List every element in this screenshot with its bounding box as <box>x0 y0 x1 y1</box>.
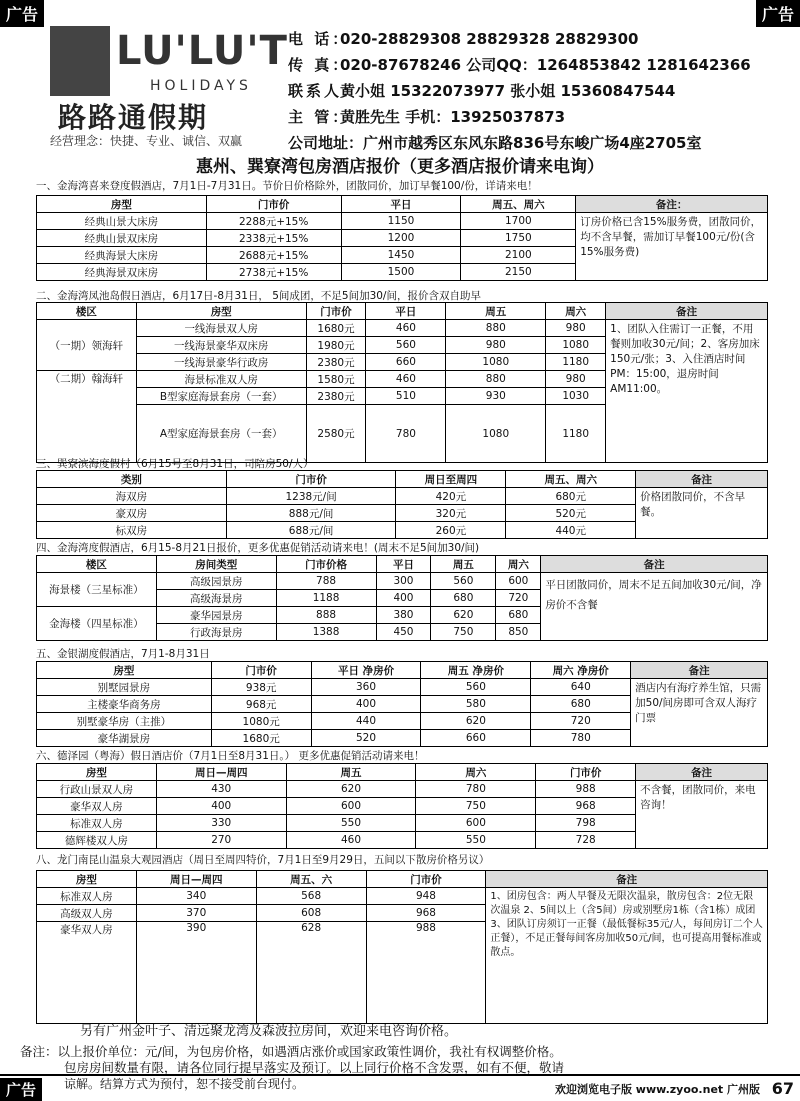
section-5-heading: 五、金银湖度假酒店，7月1-8月31日 <box>36 648 210 660</box>
footer-line-3: 包房房间数量有限，请各位同行提早落实及预订。以上同行价格不含发票，如有不便，敬请 <box>64 1060 565 1075</box>
table-row: 行政海景房 1388 450 750 850 <box>37 624 768 641</box>
table-row: B型家庭海景套房（一套） 2380元 510 930 1030 <box>37 388 768 405</box>
table-row: A型家庭海景套房（一套） 2580元 780 1080 1180 <box>37 405 768 463</box>
section-8-heading: 八、龙门南昆山温泉大观园酒店（周日至周四特价，7月1日至9月29日，五间以下散房价格另议） <box>36 854 490 866</box>
table-row: （一期）领海轩 一线海景双人房 1680元 460 880 980 1、团队入住需订一正餐，不用餐则加收30元/间；2、客房加床150元/张；3、入住酒店时间PM：15:00，退房时间AM11:00。 <box>37 320 768 337</box>
table-row: 豪华双人房 400 600 750 968 <box>37 798 768 815</box>
contact-block <box>288 26 751 156</box>
table-row: 经典海景大床房 2688元+15% 1450 2100 <box>37 247 768 264</box>
contact-manager: 主 管：黄胜先生 手机：13925037873 <box>288 108 566 126</box>
section-3-heading: 三、巽寮滨海度假村（6月15号至8月31日，司陪房50/人） <box>36 458 314 470</box>
section-1-heading: 一、金海湾喜来登度假酒店，7月1日-7月31日。节价日价格除外，团散同价，加订早餐100/份，详请来电！ <box>36 180 538 192</box>
section-6-table: 房型 周日—周四 周五 周六 门市价 备注 行政山景双人房 430 620 780 988 不含餐，团散同价，来电咨询！ 豪华双人房 400 600 750 968 标准双人房 330 550 600 798 德辉楼双人房 270 460 550 728 <box>36 763 768 849</box>
section-2-heading: 二、金海湾凤池岛假日酒店，6月17日-8月31日， 5间成团，不足5间加30/间，报价含双自助早 <box>36 290 481 302</box>
footer-line-4: 谅解。结算方式为预付，恕不接受前台现付。 <box>64 1077 305 1091</box>
table-row: 主楼豪华商务房 968元 400 580 680 <box>37 696 768 713</box>
section-8-table: 房型 周日—周四 周五、六 门市价 备注 标准双人房 340 568 948 1、团房包含：两人早餐及无限次温泉，散房包含：2位无限次温泉 2、5间以上（含5间）房或别墅房1栋（含1栋）成团 3、团队订房须订一正餐（最低餐标35元/人，每间房订二个人正餐），不足正餐每间客房加收50元/间，也可提高用餐标准或散点。 高级双人房 370 608 968 豪华双人房 390 628 988 <box>36 870 768 1024</box>
footer-line-1: 另有广州金叶子、清远聚龙湾及森波拉房间，欢迎来电咨询价格。 <box>80 1024 458 1039</box>
table-row: 经典山景双床房 2338元+15% 1200 1750 <box>37 230 768 247</box>
bottom-bar <box>0 1074 800 1098</box>
logo-sub: HOLIDAYS <box>150 78 252 94</box>
section-3-table: 类别 门市价 周日至周四 周五、周六 备注 海双房 1238元/间 420元 680元 价格团散同价，不含早餐。 豪双房 888元/间 320元 520元 标双房 688元/间 260元 440元 <box>36 470 768 539</box>
logo-name: LU'LU'T <box>116 28 288 74</box>
logo-cn: 路路通假期 <box>58 101 209 134</box>
table-row: （二期）翰海轩 海景标准双人房 1580元 460 880 980 <box>37 371 768 388</box>
table-row: 高级双人房 370 608 968 <box>37 905 768 922</box>
page-number: 67 <box>771 1079 794 1098</box>
table-row: 行政山景双人房 430 620 780 988 不含餐，团散同价，来电咨询！ <box>37 781 768 798</box>
table-row: 豪双房 888元/间 320元 520元 <box>37 505 768 522</box>
site-link[interactable]: 欢迎浏览电子版 www.zyoo.net 广州版 <box>554 1083 760 1096</box>
table-row: 一线海景豪华双床房 1980元 560 980 1080 <box>37 337 768 354</box>
section-1-table: 房型 门市价 平日 周五、周六 备注： 经典山景大床房 2288元+15% 1150 1700 订房价格已含15%服务费，团散同价，均不含早餐，需加订早餐100元/份(含15%服务费) 经典山景双床房 2338元+15% 1200 1750 经典海景大床房 2688元+15% 1450 2100 经典海景双床房 2738元+15% 1500 2150 <box>36 195 768 281</box>
section-5-table: 房型 门市价 平日 净房价 周五 净房价 周六 净房价 备注 别墅园景房 938元 360 560 640 酒店内有海疗养生馆，只需加50/间房即可含双人海疗门票 主楼豪华商务房 968元 400 580 680 别墅豪华房（主推） 1080元 440 620 720 豪华湖景房 1680元 520 660 780 <box>36 661 768 747</box>
table-row: 别墅豪华房（主推） 1080元 440 620 720 <box>37 713 768 730</box>
table-row: 一线海景豪华行政房 2380元 660 1080 1180 <box>37 354 768 371</box>
table-row: 海景楼（三星标准） 高级园景房 788 300 560 600 平日团散同价，周末不足五间加收30元/间，净房价不含餐 <box>37 573 768 590</box>
table-row: 标准双人房 340 568 948 1、团房包含：两人早餐及无限次温泉，散房包含：2位无限次温泉 2、5间以上（含5间）房或别墅房1栋（含1栋）成团 3、团队订房须订一正餐（最低餐标35元/人，每间房订二个人正餐），不足正餐每间客房加收50元/间，也可提高用餐标准或散点。 <box>37 888 768 905</box>
table-row: 金海楼（四星标准） 豪华园景房 888 380 620 680 <box>37 607 768 624</box>
contact-person: 联系人：黄小姐 15322073977 张小姐 15360847544 <box>288 82 676 100</box>
contact-fax: 传 真：020-87678246 公司QQ：1264853842 1281642366 <box>288 56 751 74</box>
contact-phone: 电 话：020-28829308 28829328 28829300 <box>288 30 639 48</box>
section-6-heading: 六、德泽园（粤海）假日酒店价（7月1日至8月31日。） 更多优惠促销活动请来电！ <box>36 750 425 762</box>
contact-address: 公司地址：广州市越秀区东风东路836号东峻广场4座2705室 <box>288 134 702 152</box>
section-4-heading: 四、金海湾度假酒店，6月15-8月21日报价，更多优惠促销活动请来电！(周末不足5间加30/间) <box>36 542 480 554</box>
footer-line-2: 备注：以上报价单位：元/间，为包房价格，如遇酒店涨价或国家政策性调价，我社有权调整价格。 <box>20 1044 562 1059</box>
table-row: 标双房 688元/间 260元 440元 <box>37 522 768 539</box>
ad-tag-left: 广告 <box>0 0 44 27</box>
company-logo <box>50 26 288 148</box>
section-2-table: 楼区 房型 门市价 平日 周五 周六 备注 （一期）领海轩 一线海景双人房 1680元 460 880 980 1、团队入住需订一正餐，不用餐则加收30元/间；2、客房加床150元/张；3、入住酒店时间PM：15:00，退房时间AM11:00。 一线海景豪华双床房 1980元 560 980 1080 一线海景豪华行政房 2380元 660 1080 1180 （二期）翰海轩 海景标准双人房 1580元 460 880 980 B型家庭海景套房（一套） 2380元 510 930 1030 A型家庭海景套房（一套） 2580元 780 1080 1180 <box>36 302 768 463</box>
ad-tag-bottom: 广告 <box>0 1078 42 1101</box>
table-row: 德辉楼双人房 270 460 550 728 <box>37 832 768 849</box>
section-4-table: 楼区 房间类型 门市价格 平日 周五 周六 备注 海景楼（三星标准） 高级园景房 788 300 560 600 平日团散同价，周末不足五间加收30元/间，净房价不含餐 高级海景房 1188 400 680 720 金海楼（四星标准） 豪华园景房 888 380 620 680 行政海景房 1388 450 750 850 <box>36 555 768 641</box>
table-row: 海双房 1238元/间 420元 680元 价格团散同价，不含早餐。 <box>37 488 768 505</box>
page-title: 惠州、巽寮湾包房酒店报价（更多酒店报价请来电询） <box>196 157 604 177</box>
table-row: 豪华双人房 390 628 988 <box>37 922 768 1024</box>
logo-mark-icon <box>50 26 110 96</box>
table-row: 豪华湖景房 1680元 520 660 780 <box>37 730 768 747</box>
table-row: 经典山景大床房 2288元+15% 1150 1700 订房价格已含15%服务费，团散同价，均不含早餐，需加订早餐100元/份(含15%服务费) <box>37 213 768 230</box>
table-row: 标准双人房 330 550 600 798 <box>37 815 768 832</box>
table-row: 高级海景房 1188 400 680 720 <box>37 590 768 607</box>
table-row: 经典海景双床房 2738元+15% 1500 2150 <box>37 264 768 281</box>
ad-tag-right: 广告 <box>756 0 800 27</box>
table-row: 别墅园景房 938元 360 560 640 酒店内有海疗养生馆，只需加50/间房即可含双人海疗门票 <box>37 679 768 696</box>
header <box>0 22 800 152</box>
logo-motto: 经营理念：快捷、专业、诚信、双赢 <box>50 134 243 148</box>
